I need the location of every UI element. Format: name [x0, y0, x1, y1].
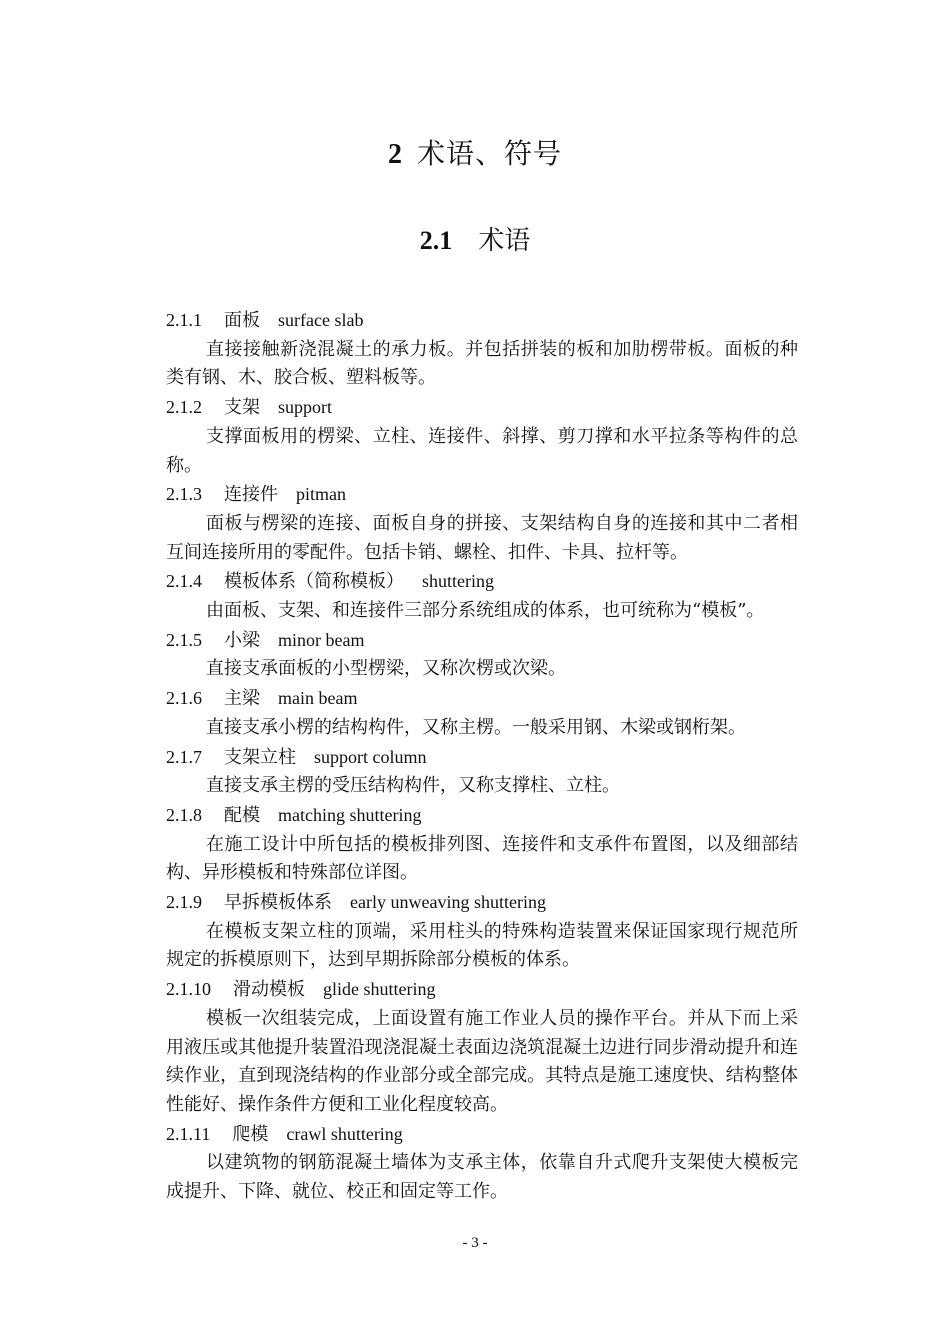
- term-chinese: 支架: [224, 397, 260, 419]
- term-heading: [166, 306, 798, 336]
- term-number: 2.1.11: [166, 1123, 211, 1144]
- terms-list: [166, 306, 798, 1207]
- term-entry: [166, 975, 798, 1120]
- term-chinese: 面板: [224, 310, 260, 331]
- term-heading: [166, 743, 798, 773]
- term-entry: [166, 801, 798, 888]
- term-entry: [166, 684, 798, 742]
- term-definition: 由面板、支架、和连接件三部分系统组成的体系，也可统称为“模板”。: [206, 600, 765, 622]
- term-definition: 在施工设计中所包括的模板排列图、连接件和支承件布置图，以及细部结构、异形模板和特殊部位详图。: [166, 833, 798, 884]
- term-entry: [166, 480, 798, 567]
- term-entry: [166, 1120, 798, 1207]
- term-number: 2.1.8: [166, 804, 202, 825]
- term-chinese: 支架立柱: [224, 746, 296, 768]
- term-english: matching shuttering: [278, 804, 422, 825]
- term-definition: 直接支承主楞的受压结构构件，又称支撑柱、立柱。: [206, 775, 620, 797]
- term-chinese: 模板体系（简称模板）: [224, 571, 404, 593]
- term-number: 2.1.7: [166, 746, 202, 767]
- term-english: minor beam: [278, 629, 365, 650]
- term-definition: 直接接触新浇混凝土的承力板。并包括拼装的板和加肋楞带板。面板的种类有钢、木、胶合板、塑料板等。: [166, 338, 798, 389]
- term-chinese: 配模: [224, 804, 260, 826]
- term-english: shuttering: [422, 571, 494, 592]
- term-number: 2.1.5: [166, 629, 202, 650]
- term-chinese: 连接件: [224, 484, 278, 506]
- term-number: 2.1.6: [166, 688, 202, 709]
- term-number: 2.1.2: [166, 397, 202, 418]
- term-entry: [166, 743, 798, 801]
- term-english: support column: [314, 746, 427, 767]
- term-entry: [166, 888, 798, 975]
- term-heading: [166, 393, 798, 423]
- term-definition: 直接支承面板的小型楞梁，又称次楞或次梁。: [206, 658, 566, 680]
- term-heading: [166, 567, 798, 597]
- term-chinese: 主梁: [224, 688, 260, 710]
- term-chinese: 早拆模板体系: [224, 892, 332, 914]
- chapter-title: [0, 132, 950, 177]
- term-english: crawl shuttering: [286, 1123, 403, 1144]
- term-definition: 面板与楞梁的连接、面板自身的拼接、支架结构自身的连接和其中二者相互间连接所用的零配件。包括卡销、螺栓、扣件、卡具、拉杆等。: [166, 512, 798, 563]
- term-definition: 在模板支架立柱的顶端，采用柱头的特殊构造装置来保证国家现行规范所规定的拆模原则下，达到早期拆除部分模板的体系。: [166, 920, 798, 971]
- term-number: 2.1.10: [166, 979, 211, 1000]
- term-heading: [166, 684, 798, 714]
- term-definition: 直接支承小楞的结构构件，又称主楞。一般采用钢、木梁或钢桁架。: [206, 716, 746, 738]
- term-chinese: 小梁: [224, 629, 260, 651]
- term-english: support: [278, 397, 332, 418]
- term-entry: [166, 567, 798, 625]
- section-title-text: 术语: [478, 226, 531, 256]
- term-heading: [166, 801, 798, 831]
- chapter-number: 2: [387, 139, 403, 170]
- section-title: [0, 220, 950, 262]
- term-number: 2.1.4: [166, 571, 202, 592]
- term-chinese: 爬模: [232, 1123, 269, 1145]
- term-english: early unweaving shuttering: [350, 892, 546, 913]
- term-english: surface slab: [278, 310, 364, 330]
- term-number: 2.1.1: [166, 310, 202, 330]
- term-heading: [166, 1120, 798, 1150]
- term-heading: [166, 975, 798, 1005]
- term-definition: 以建筑物的钢筋混凝土墙体为支承主体，依靠自升式爬升支架使大模板完成提升、下降、就位、校正和固定等工作。: [166, 1152, 798, 1203]
- term-english: glide shuttering: [323, 979, 436, 1000]
- section-number: 2.1: [419, 226, 453, 255]
- term-chinese: 滑动模板: [233, 979, 305, 1001]
- chapter-title-text: 术语、符号: [416, 137, 562, 170]
- term-entry: [166, 626, 798, 684]
- term-english: pitman: [296, 484, 346, 505]
- term-english: main beam: [278, 688, 358, 709]
- term-definition: 支撑面板用的楞梁、立柱、连接件、斜撑、剪刀撑和水平拉条等构件的总称。: [166, 425, 798, 476]
- term-entry: [166, 393, 798, 480]
- term-definition: 模板一次组装完成，上面设置有施工作业人员的操作平台。并从下而上采用液压或其他提升装置沿现浇混凝土表面边浇筑混凝土边进行同步滑动提升和连续作业，直到现浇结构的作业部分或全部完成。其特点是施工速度快、结构整体性能好、操作条件方便和工业化程度较高。: [166, 1007, 798, 1115]
- term-number: 2.1.9: [166, 892, 202, 913]
- term-heading: [166, 888, 798, 918]
- term-number: 2.1.3: [166, 484, 202, 505]
- term-heading: [166, 626, 798, 656]
- term-heading: [166, 480, 798, 510]
- page-number: - 3 -: [462, 1235, 488, 1251]
- term-entry: [166, 306, 798, 393]
